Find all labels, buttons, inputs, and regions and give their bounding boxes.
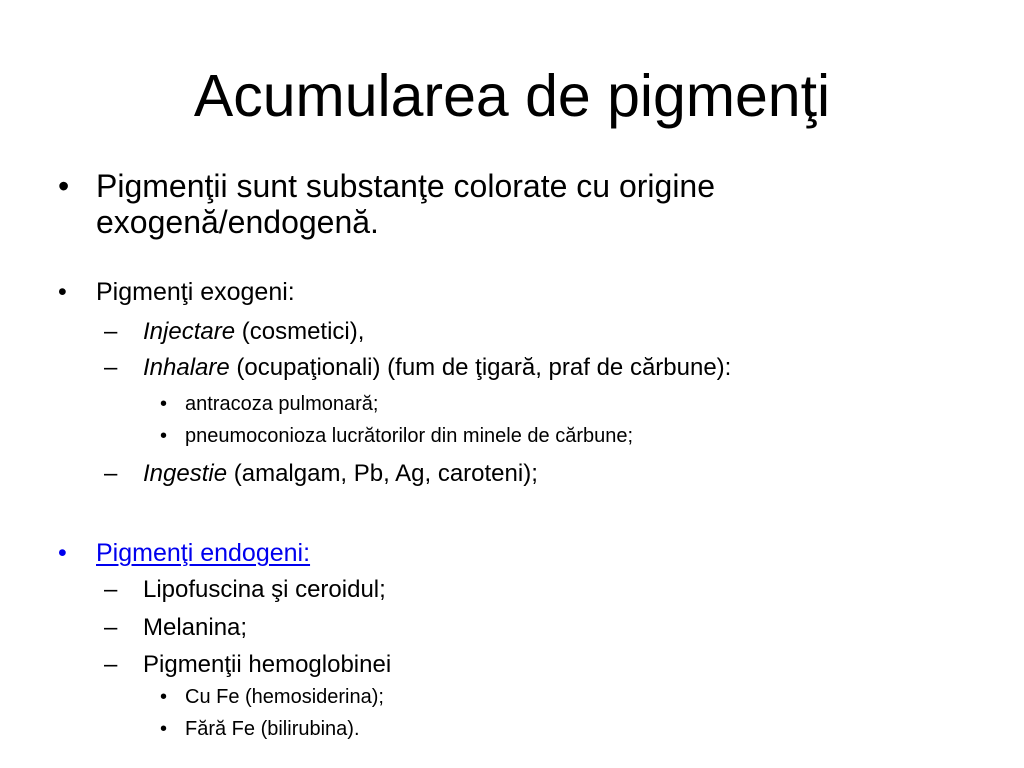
intro-text-line2: exogenă/endogenă. xyxy=(96,204,379,240)
endogeni-item: Pigmenţii hemoglobinei xyxy=(143,651,392,678)
endogeni-item: Lipofuscina şi ceroidul; xyxy=(143,576,386,603)
endogeni-heading-link[interactable]: Pigmenţi endogeni: xyxy=(96,539,311,567)
dash-marker: – xyxy=(104,576,118,603)
dash-marker: – xyxy=(104,318,118,345)
item-emphasis: Ingestie xyxy=(143,460,228,487)
sub-bullet-marker: • xyxy=(160,718,168,740)
exogeni-item-ingestie xyxy=(143,460,538,488)
hemoglobina-sub-item: Fără Fe (bilirubina). xyxy=(185,718,360,740)
sub-bullet-marker: • xyxy=(160,686,168,708)
bullet-marker: • xyxy=(58,168,70,204)
intro-text-line1: Pigmenţii sunt substanţe colorate cu origine xyxy=(96,168,716,204)
hemoglobina-sub-item: Cu Fe (hemosiderina); xyxy=(185,686,384,708)
item-rest: (cosmetici), xyxy=(235,318,365,345)
sub-bullet-marker: • xyxy=(160,425,168,447)
dash-marker: – xyxy=(104,354,118,381)
exogeni-item-inhalare xyxy=(143,354,731,382)
bullet-marker: • xyxy=(58,278,67,306)
inhalare-sub-item: antracoza pulmonară; xyxy=(185,393,379,415)
sub-bullet-marker: • xyxy=(160,393,168,415)
exogeni-item-injectare xyxy=(143,318,364,346)
bullet-marker: • xyxy=(58,539,67,567)
inhalare-sub-item: pneumoconioza lucrătorilor din minele de cărbune; xyxy=(185,425,634,447)
item-rest: (ocupaţionali) (fum de ţigară, praf de cărbune): xyxy=(229,354,732,381)
dash-marker: – xyxy=(104,460,118,487)
item-rest: (amalgam, Pb, Ag, caroteni); xyxy=(227,460,538,487)
exogeni-heading: Pigmenţi exogeni: xyxy=(96,278,295,306)
item-emphasis: Injectare xyxy=(143,318,236,345)
endogeni-item: Melanina; xyxy=(143,614,248,641)
item-emphasis: Inhalare xyxy=(143,354,230,381)
dash-marker: – xyxy=(104,614,118,641)
slide-title: Acumularea de pigmenţi xyxy=(193,63,831,129)
dash-marker: – xyxy=(104,651,118,678)
